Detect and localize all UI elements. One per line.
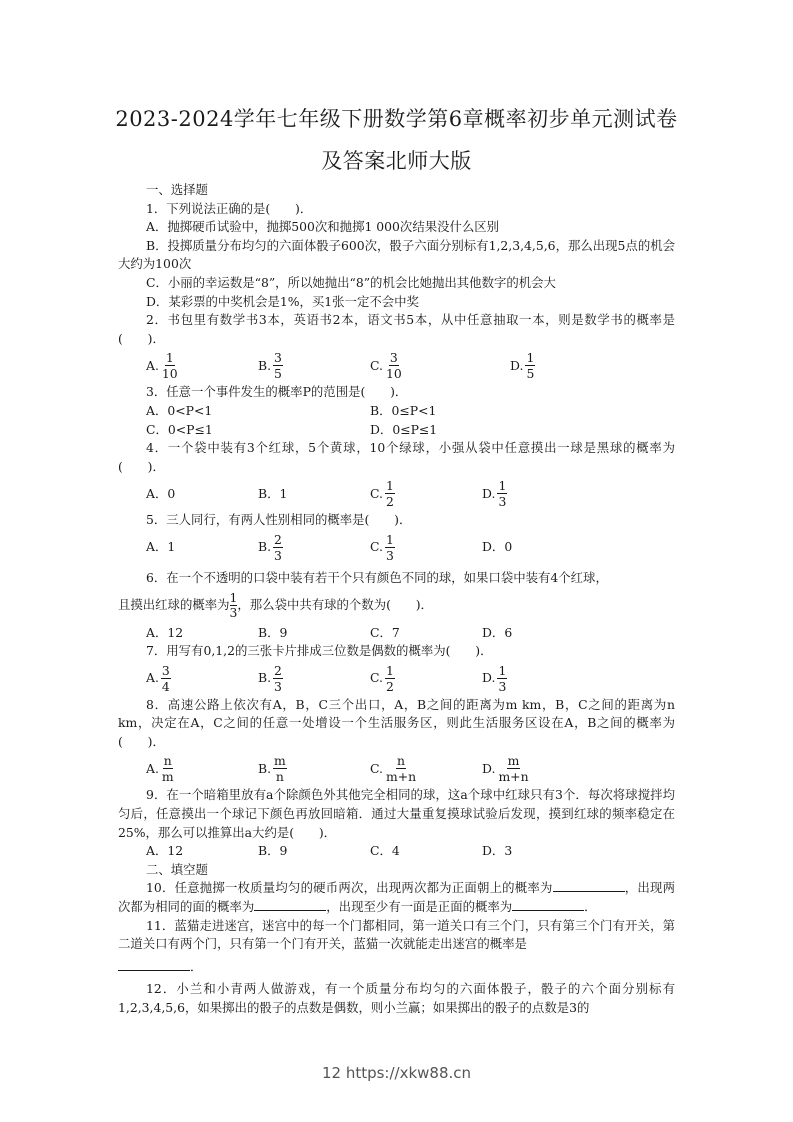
document-body <box>118 181 675 1018</box>
question-7-option-c: C. $\frac{1}{2}$ <box>370 662 394 694</box>
question-7-stem: 7．用写有0,1,2的三张卡片排成三位数是偶数的概率为( )． <box>146 643 493 659</box>
question-6-option-a: A．12 <box>146 624 184 640</box>
document-title-line1: 2023-2024学年七年级下册数学第6章概率初步单元测试卷 <box>115 107 678 131</box>
question-11-answer-line: ． <box>118 958 675 977</box>
question-7-option-d: D. $\frac{1}{3}$ <box>482 662 507 694</box>
question-4-stem: 4．一个袋中装有3个红球，5个黄球，10个绿球，小强从袋中任意摸出一球是黑球的概率为( )． <box>118 440 675 474</box>
answer-blank-10a[interactable] <box>553 879 625 892</box>
question-8-option-c: C. $\frac{n}{m+n}$ <box>370 753 417 785</box>
question-2-stem: 2．书包里有数学书3本，英语书2本，语文书5本，从中任意抽取一本，则是数学书的概率是( )． <box>118 312 675 346</box>
question-5-stem: 5．三人同行，有两人性别相同的概率是( )． <box>146 512 412 528</box>
question-4-options <box>118 476 675 511</box>
question-2-option-d: D. $\frac{1}{5}$ <box>510 350 535 382</box>
question-12: 12．小兰和小青两人做游戏，有一个质量分布均匀的六面体骰子，骰子的六个面分别标有1,2,3,4,5,6，如果掷出的骰子的点数是偶数，则小兰赢；如果掷出的骰子的点数是3的 <box>118 981 675 1015</box>
section-heading-fill-blank: 二、填空题 <box>146 861 208 877</box>
question-9-option-b: B．9 <box>258 843 288 859</box>
question-7-options <box>118 661 675 696</box>
section-heading-choice: 一、选择题 <box>146 182 208 197</box>
question-9-option-d: D．3 <box>482 843 513 859</box>
question-1-option-c: C．小丽的幸运数是“8”，所以她抛出“8”的机会比她抛出其他数字的机会大 <box>146 274 556 290</box>
question-11: 11．蓝猫走进迷宫，迷宫中的每一个门都相同，第一道关口有三个门，只有第三个门有开关，第二道关口有两个门，只有第一个门有开关，蓝猫一次就能走出迷宫的概率是 <box>118 917 675 952</box>
question-9-stem: 9．在一个暗箱里放有a个除颜色外其他完全相同的球，这a个球中红球只有3个．每次将球搅拌均匀后，任意摸出一个球记下颜色再放回暗箱．通过大量重复摸球试验后发现，摸到红球的频率稳定在25%，那么可以推算出a大约是( )． <box>118 787 675 840</box>
question-7-option-a: A. $\frac{3}{4}$ <box>146 662 170 694</box>
question-1-option-a: A．抛掷硬币试验中，抛掷500次和抛掷1 000次结果没什么区别 <box>146 219 500 235</box>
page-footer: 12 https://xkw88.cn <box>321 1064 472 1082</box>
question-10: 10．任意抛掷一枚质量均匀的硬币两次，出现两次都为正面朝上的概率为 ，出现两次都为相同的面的概率为 ，出现至少有一面是正面的概率为 ． <box>118 880 675 915</box>
question-6-fraction: $\frac{1}{3}$ <box>229 590 238 620</box>
question-2-option-b: B. $\frac{3}{5}$ <box>258 350 282 382</box>
question-3-option-c: C．0<P≤1 <box>146 421 213 437</box>
document-title-line2: 及答案北师大版 <box>321 149 472 173</box>
question-3-option-d: D．0≤P≤1 <box>370 421 438 437</box>
question-4-option-a: A．0 <box>146 485 176 501</box>
answer-blank-11[interactable] <box>118 958 190 971</box>
question-3-stem: 3．任意一个事件发生的概率P的范围是( )． <box>146 384 408 400</box>
question-6-stem-line1: 6．在一个不透明的口袋中装有若干个只有颜色不同的球，如果口袋中装有4个红球， <box>146 569 608 585</box>
question-8-option-d: D. $\frac{m}{m+n}$ <box>482 753 529 785</box>
question-3-option-a: A．0<P<1 <box>146 402 213 418</box>
question-5-option-a: A．1 <box>146 539 176 555</box>
question-1-option-b: B．投掷质量分布均匀的六面体骰子600次，骰子六面分别标有1,2,3,4,5,6，那么出现5点的机会大约为100次 <box>118 237 675 272</box>
question-8-option-a: A. $\frac{n}{m}$ <box>146 753 174 785</box>
question-2-options <box>118 348 675 383</box>
question-4-option-b: B．1 <box>258 485 288 501</box>
question-3-options-row2 <box>118 421 675 440</box>
question-6-option-b: B．9 <box>258 624 288 640</box>
question-2-option-a: A. $\frac{1}{10}$ <box>146 350 178 382</box>
question-7-option-b: B. $\frac{2}{3}$ <box>258 662 282 694</box>
question-3-options-row1 <box>118 402 675 421</box>
question-5-options <box>118 530 675 565</box>
question-6-option-c: C．7 <box>370 624 400 640</box>
answer-blank-10c[interactable] <box>512 898 584 911</box>
question-9-option-a: A．12 <box>146 843 184 859</box>
answer-blank-10b[interactable] <box>254 898 326 911</box>
question-9-option-c: C．4 <box>370 843 400 859</box>
question-8-option-b: B. $\frac{m}{n}$ <box>258 753 286 785</box>
question-5-option-c: C. $\frac{1}{3}$ <box>370 531 394 563</box>
question-5-option-b: B. $\frac{2}{3}$ <box>258 531 282 563</box>
question-5-option-d: D．0 <box>482 539 513 555</box>
question-8-stem: 8．高速公路上依次有A，B，C三个出口，A，B之间的距离为m km，B，C之间的距离为n km，决定在A，C之间的任意一处增设一个生活服务区，则此生活服务区设在A，B之间的概率为( )． <box>118 696 675 749</box>
question-9-options <box>118 842 675 861</box>
question-1-stem: 1．下列说法正确的是( )． <box>146 200 313 216</box>
question-6-options <box>118 624 675 643</box>
question-6-stem-line2: 且摸出红球的概率为 $\frac{1}{3}$ ，那么袋中共有球的个数为( )． <box>118 590 433 620</box>
question-8-options <box>118 751 675 786</box>
question-6-option-d: D．6 <box>482 624 513 640</box>
question-4-option-c: C. $\frac{1}{2}$ <box>370 478 394 510</box>
question-1-option-d: D．某彩票的中奖机会是1%，买1张一定不会中奖 <box>146 293 419 309</box>
question-2-option-c: C. $\frac{3}{10}$ <box>370 350 402 382</box>
question-3-option-b: B．0≤P<1 <box>370 402 437 418</box>
question-4-option-d: D. $\frac{1}{3}$ <box>482 478 507 510</box>
